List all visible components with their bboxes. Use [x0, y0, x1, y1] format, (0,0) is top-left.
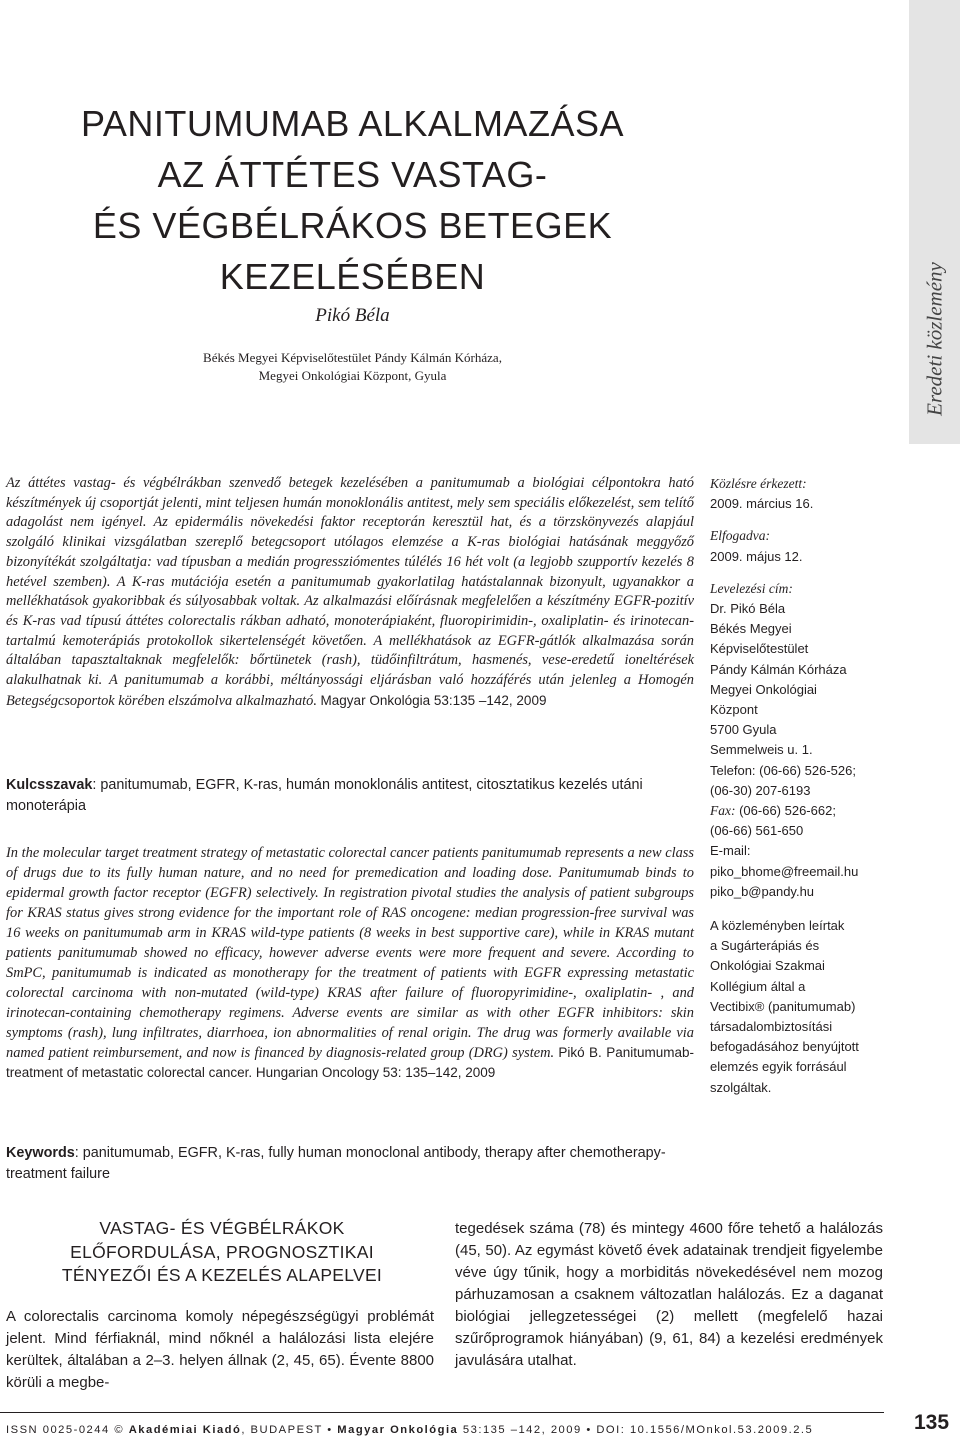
title-line: PANITUMUMAB ALKALMAZÁSA	[81, 103, 624, 144]
keywords-english	[6, 1143, 694, 1185]
accepted-date: 2009. május 12.	[710, 548, 803, 564]
note-line: A közleményben leírtak	[710, 918, 845, 934]
note-line: elemzés egyik forrásául	[710, 1059, 847, 1075]
note-line: Onkológiai Szakmai	[710, 958, 825, 974]
citation-hu: Magyar Onkológia 53:135 –142, 2009	[320, 692, 547, 708]
note-line: társadalombiztosítási	[710, 1019, 833, 1035]
address-line: Semmelweis u. 1.	[710, 742, 813, 758]
affiliation-line: Békés Megyei Képviselőtestület Pándy Kálmán Kórháza,	[203, 350, 502, 365]
accepted-label: Elfogadva:	[710, 528, 770, 544]
footer-place: , BUDAPEST •	[241, 1424, 338, 1436]
abstract-english	[6, 843, 694, 1083]
note-line: befogadásához benyújtott	[710, 1039, 859, 1055]
abstract-en-text: In the molecular target treatment strategy of metastatic colorectal cancer patients panitumumab represents a new class of drugs due to its fully human nature, and no need for premedication and loading dose. Panitumumab binds to epidermal growth factor receptor (EGFR) selectively. In registration pivotal studies the analysis of patient subgroups for KRAS status gives strong evidence for the important role of RAS oncogene: median progression-free survival was 16 weeks on panitumumab arm in KRAS wild-type patients (8 weeks in best supportive care), while in KRAS mutant patients panitumumab showed no efficacy, however adverse events were more frequent and severe. According to SmPC, panitumumab is indicated as monotherapy for the treatment of patients with EGFR expressing metastatic colorectal carcinoma with non-mutated (wild-type) KRAS after failure of fluoropyrimidine-, oxaliplatin- , and irinotecan-containing chemotherapy regimens. Adverse events are similar as with other EGFR inhibitors: skin symptoms (rash), lung infiltrates, diarrhoea, ion abnormalities of renal origin. The drug was formerly available via named patient reimbursement, and now is financed by diagnosis-related group (DRG) system.	[6, 845, 694, 1061]
page-footer	[6, 1424, 813, 1436]
fax-number: (06-66) 526-662;	[735, 803, 836, 819]
address-line: Telefon: (06-66) 526-526;	[710, 762, 856, 778]
title-line: KEZELÉSÉBEN	[219, 256, 486, 297]
note-line: Vectibix® (panitumumab)	[710, 998, 856, 1014]
citation-en: Pikó B. Panitumumab-treatment of metastatic colorectal cancer. Hungarian Oncology 53: 135–142, 2009	[6, 1045, 694, 1080]
footer-doi: 53:135 –142, 2009 • DOI: 10.1556/MOnkol.53.2009.2.5	[458, 1424, 814, 1436]
footer-divider	[0, 1412, 884, 1413]
section-heading-line: TÉNYEZŐI ÉS A KEZELÉS ALAPELVEI	[61, 1265, 383, 1285]
address-line: Békés Megyei	[710, 621, 792, 637]
address-line: 5700 Gyula	[710, 722, 777, 738]
footer-publisher: Akadémiai Kiadó	[128, 1424, 242, 1436]
fax-label: Fax:	[710, 803, 736, 819]
affiliation	[0, 349, 705, 385]
address-line: Megyei Onkológiai	[710, 681, 817, 697]
received-label: Közlésre érkezett:	[710, 476, 807, 491]
affiliation-line: Megyei Onkológiai Központ, Gyula	[258, 368, 447, 383]
author-name: Pikó Béla	[315, 305, 390, 326]
footer-journal: Magyar Onkológia	[337, 1424, 459, 1436]
email-address[interactable]: piko_bhome@freemail.hu	[710, 863, 859, 879]
section-tab-label: Eredeti közlemény	[922, 262, 946, 416]
address-label: Levelezési cím:	[710, 580, 793, 596]
section-heading-line: ELŐFORDULÁSA, PROGNOSZTIKAI	[70, 1241, 374, 1262]
email-label: E-mail:	[710, 843, 751, 859]
keywords-hu-text: : panitumumab, EGFR, K-ras, humán monoklonális antitest, citosztatikus kezelés utáni monoterápia	[6, 777, 643, 814]
section-tab	[909, 0, 960, 444]
keywords-en-label: Keywords	[6, 1145, 75, 1161]
article-info-sidebar	[710, 474, 900, 1098]
email-address[interactable]: piko_b@pandy.hu	[710, 883, 815, 899]
footer-issn: ISSN 0025-0244 ©	[6, 1424, 129, 1436]
address-line: (06-30) 207-6193	[710, 782, 811, 798]
keywords-hungarian	[6, 775, 694, 817]
address-line: Dr. Pikó Béla	[710, 601, 786, 617]
note-line: a Sugárterápiás és	[710, 938, 820, 954]
abstract-hu-text: Az áttétes vastag- és végbélrákban szenvedő betegek kezelésében a panitumumab a biológiai célpontokra ható készítmények új csoportját jelenti, mint teljesen humán monoklonális antitest, mely sem speciális előkezelést, sem telítő adagolást nem igényel. Az epidermális növekedési faktor receptorán keresztül hat, és a törzskönyvezés alapjául szolgáló klinikai vizsgálatban szereplő betegcsoport utólagos elemzése a K-ras biológiai hatásának meggyőző bizonyítékát szolgáltatja: vad típusban a medián progressziómentes túlélés 16 hét volt (a legjobb szupportív kezelés 8 hetével szemben). A K-ras mutációja esetén a panitumumab gyakorlatilag hatástalannak bizonyult, ugyanakkor a mellékhatások gyakoribbak és súlyosabbak voltak. Az alkalmazási előírásnak megfelelően a készítmény EGFR-pozitív és K-ras vad típusú áttétes colorectalis rákban adható, monoterápiaként, fluoropirimidin-, oxaliplatin- és irinotecan-tartalmú kemoterápiás protokollok sikertelenségét követően. A mellékhatások az EGFR-gátlók alkalmazása során általában tapasztaltaknak megfelelők: bőrtünetek (rash), tüdőinfiltrátum, hasmenés, vese-eredetű ioneltérések alakulhatnak ki. A panitumumab a korábbi, méltányossági eljárásban való hozzáférés után jelenleg a Homogén Betegségcsoportok körében elszámolva alkalmazható.	[6, 475, 694, 709]
body-text-right-column: tegedések száma (78) és mintegy 4600 főre tehető a halálozás (45, 50). Az egymást követő évek adatainak trendjeit figyelembe véve úgy tűnik, hogy a morbiditás növekedésével nem mozog párhuzamosan a csaknem változatlan halálozás. Ez a daganat biológiai jellegzetességei (2) mellett (megfelelő hazai szűrőprogramok hiányában) (9, 61, 84) a kezelési eredmények javulására utalhat.	[455, 1220, 883, 1369]
address-line: Képviselőtestület	[710, 641, 809, 657]
title-line: AZ ÁTTÉTES VASTAG-	[157, 154, 548, 195]
fax-line	[710, 801, 900, 821]
keywords-en-text: : panitumumab, EGFR, K-ras, fully human monoclonal antibody, therapy after chemotherapy-treatment failure	[6, 1145, 666, 1182]
title-line: ÉS VÉGBÉLRÁKOS BETEGEK	[92, 205, 613, 246]
article-title	[0, 98, 705, 302]
keywords-hu-label: Kulcsszavak	[6, 777, 93, 793]
address-line: Pándy Kálmán Kórháza	[710, 661, 847, 677]
received-date: 2009. március 16.	[710, 496, 814, 512]
section-heading	[6, 1217, 438, 1288]
section-heading-line: VASTAG- ÉS VÉGBÉLRÁKOK	[99, 1218, 345, 1238]
fax-line-2: (06-66) 561-650	[710, 823, 804, 839]
note-line: Kollégium által a	[710, 978, 806, 994]
body-text-left-column: A colorectalis carcinoma komoly népegészségügyi problémát jelent. Mind férfiaknál, mind nőknél a halálozási lista elejére kerültek, általában a 2–3. helyen állnak (2, 45, 65). Évente 8800 körüli a megbe-	[6, 1308, 434, 1391]
note-line: szolgáltak.	[710, 1079, 772, 1095]
page-number: 135	[913, 1411, 950, 1434]
submission-note	[710, 916, 900, 1098]
address-line: Központ	[710, 702, 758, 718]
abstract-hungarian	[6, 474, 694, 711]
